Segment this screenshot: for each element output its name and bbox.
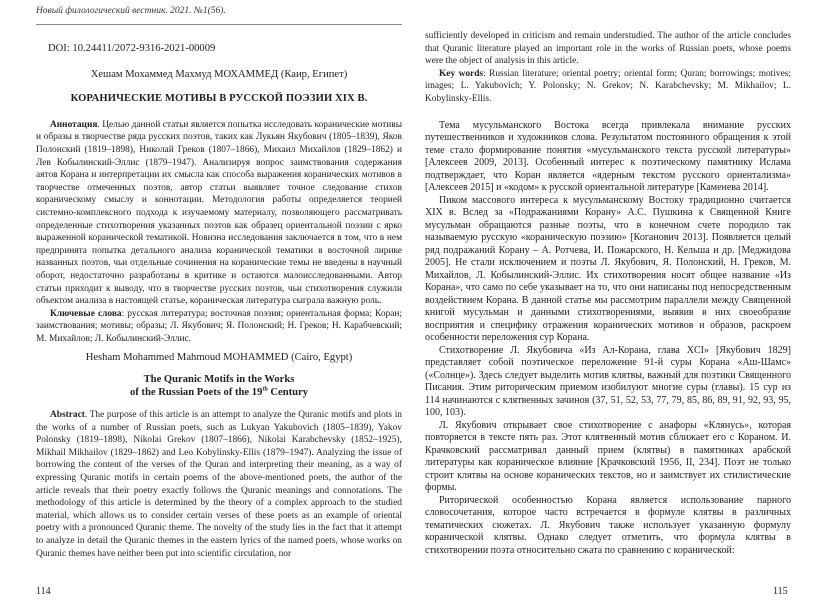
keywords-ru-label: Ключевые слова: [50, 308, 122, 319]
abstract-text: . The purpose of this article is an attempt to analyze the Quranic motifs and plots in the works of a number of Russian poets, such as Lukyan Yakubovich (1805–1839), Yakov Polonsky (1819–1898), Nikolai Grekov (1807–1866), Nikolai Karabchevsky (1852–1925), Mikhail Mikhailov (1829–1862) and Leo Kobylinsky-Ellis (1879–1947). Analyzing the issue of borrowing the content of the verses of the Quran and interpreting their meaning, as a way of expressing Quranic motifs in certain poems of the above-mentioned poets, the author of the article reveals that their poetry exactly follows the Quranic meanings and connotations. The methodology of this article is determined by the theory of a complex approach to the studied material, which allows us to consider certain verses of these poets as an example of oriental poetry with a pronounced Quranic theme. The novelty of the study lies in the fact that it attempt to analyze in detail the Quranic themes in the eastern lyrics of the named poets, whose works on Quranic themes have neither been put into scientific circulation, nor: [36, 410, 402, 559]
title-ru: КОРАНИЧЕСКИЕ МОТИВЫ В РУССКОЙ ПОЭЗИИ XIX В.: [70, 93, 368, 105]
body-paragraph-1: Тема мусульманского Востока всегда привлекала внимание русских путешественников и художников слова. Результатом постоянного обращения к этой теме стало формирование понятия «мусульманского текста русской литературы» [Алексеев 2009, 2013]. Особенный интерес к поэтическому памятнику Ислама подтверждает, что Коран является «ядерным текстом русского ориентализма» [Алексеев 2015] и «кодом» к русской ориентальной литературе [Каменева 2014].: [425, 119, 791, 194]
section-gap: [425, 106, 791, 120]
abstract-label: Abstract: [50, 410, 85, 421]
keywords-en-text: : Russian literature; oriental poetry; oriental form; Quran; borrowings; motives; images; L. Yakubovich; Y. Polonsky; N. Grekov; N. Karabchevsky; M. Mikhailov; L. Kobylinsky-Ellis.: [425, 68, 791, 104]
title-en-sup: th: [262, 386, 268, 393]
abstract-en: [36, 409, 402, 560]
abstract-continuation: sufficiently developed in criticism and remain understudied. The author of the article concludes that Quranic literature played an important role in the works of Russian poets, whose poems were the object of analysis in this article.: [425, 31, 791, 67]
title-en-end: Century: [267, 387, 309, 399]
body-paragraph-2: Пиком массового интереса к мусульманскому Востоку традиционно считается XIX в. Вслед за «Подражаниями Корану» А.С. Пушкина к Священной Книге мусульман обращаются разные поэты, что в конечном счете породило так называемую русскую «кораническую поэзию» [Коганович 2013]. Появляется целый ряд подражаний Корану – А. Ротчева, И. Пожарского, Н. Кельша и др. [Меджидова 2005]. Не стали исключением и поэты Л. Якубович, Я. Полонский, Н. Греков, М. Михайлов, Л. Кобылинский-Эллис. Их стихотворения носят общее название «Из Корана», что само по себе указывает на то, что они написаны под непосредственным воздействием Корана. В данной статье мы рассмотрим параллели между Священной книгой мусульман и данными стихотворениями, выявив в них своеобразие восприятия и специфику отражения коранических мотивов и образов, раскроем особенности переложения сур Корана.: [425, 194, 791, 344]
page-number-left: 114: [36, 586, 51, 597]
left-page: [36, 30, 402, 560]
author-ru: Хешам Мохаммед Махмуд МОХАММЕД (Каир, Египет): [90, 68, 348, 80]
running-head: Новый филологический вестник. 2021. №1(56).: [36, 6, 226, 16]
body-paragraph-3: Стихотворение Л. Якубовича «Из Ал-Корана, глава XCI» [Якубович 1829] представляет собой поэтическое переложение 91-й суры Корана «Аш-Шамс» («Солнце»). Здесь следует выделить мотив клятвы, важный для поэтики Священного Писания. Этим риторическим приемом изобилуют многие суры (главы). 15 сур из 114 начинаются с клятвенных зачинов (37, 51, 52, 53, 77, 79, 85, 86, 89, 91, 92, 93, 95, 100, 103).: [425, 344, 791, 419]
doi: DOI: 10.24411/2072-9316-2021-00009: [48, 43, 216, 54]
body-paragraph-5: Риторической особенностью Корана является использование парного словосочетания, которое часто встречается в формуле клятвы в различных тематических сюжетах. Л. Якубович также использует указанную формулу коранической клятвы. Однако следует отметить, что формула клятвы в стихотворении поэта относительно сжата по сравнению с коранической:: [425, 494, 791, 556]
annotation-label: Аннотация: [50, 119, 98, 130]
annotation-ru: [36, 119, 402, 308]
title-en-line2: of the Russian Poets of the 19: [129, 387, 263, 399]
annotation-text: . Целью данной статьи является попытка исследовать коранические мотивы и образы в творчестве ряда русских поэтов, таких как Лукьян Якубович (1805–1839), Яков Полонский (1819–1898), Николай Греков (1807–1866), Михаил Михайлов (1829–1862) и Лев Кобылинский-Эллис (1879–1947). Анализируя вопрос заимствования содержания аятов Корана и интерпретации их смысла как способа выражения коранических мотивов в творчестве отмеченных поэтов, автор статьи выявляет точное следование стихов кораническому смыслу и коннотации. Методология работы определяется теорией системно-комплексного подхода к изучаемому материалу, позволяющего рассматривать определенные стихотворения указанных поэтов как образец ориентальной поэзии с ярко выраженной коранической тематикой. Новизна исследования заключается в том, что в нем предпринята попытка детального анализа коранической тематики в восточной лирике названных поэтов, чьи отдельные сочинения на коранические темы не введены в научный оборот, недостаточно разработаны в критике и остаются малоисследованными. Автор статьи приходит к выводу, что в творчестве русских поэтов, чьи стихотворения служили объектом анализа в настоящей статье, кораническая литература сыграла важную роль.: [36, 119, 402, 307]
page-number-right: 115: [773, 586, 788, 597]
keywords-ru: [36, 308, 402, 346]
header-rule: [36, 24, 402, 25]
right-page: [425, 30, 791, 557]
body-paragraph-4: Л. Якубович открывает свое стихотворение с анафоры «Клянусь», которая повторяется в тексте пять раз. Этот клятвенный мотив сближает его с Кораном. И. Крачковский рассматривал данный прием (клятвы) в памятниках арабской литературы как кораническое влияние [Крачковский 1956, II, 234]. Поэт не только строит клятвы на основе коранических текстов, но и заимствует их стилистические формы.: [425, 419, 791, 494]
keywords-ru-text: : русская литература; восточная поэзия; ориентальная форма; Коран; заимствования; мотивы; образы; Л. Якубович; Я. Полонский; Н. Греков; Н. Карабчевский; М. Михайлов; Л. Кобылинский-Эллис.: [36, 308, 402, 344]
title-en-line1: The Quranic Motifs in the Works: [143, 374, 295, 386]
author-en: Hesham Mohammed Mahmoud MOHAMMED (Cairo, Egypt): [85, 352, 353, 364]
title-en: [36, 373, 402, 399]
keywords-en: [425, 68, 791, 106]
keywords-en-label: Key words: [439, 68, 484, 79]
